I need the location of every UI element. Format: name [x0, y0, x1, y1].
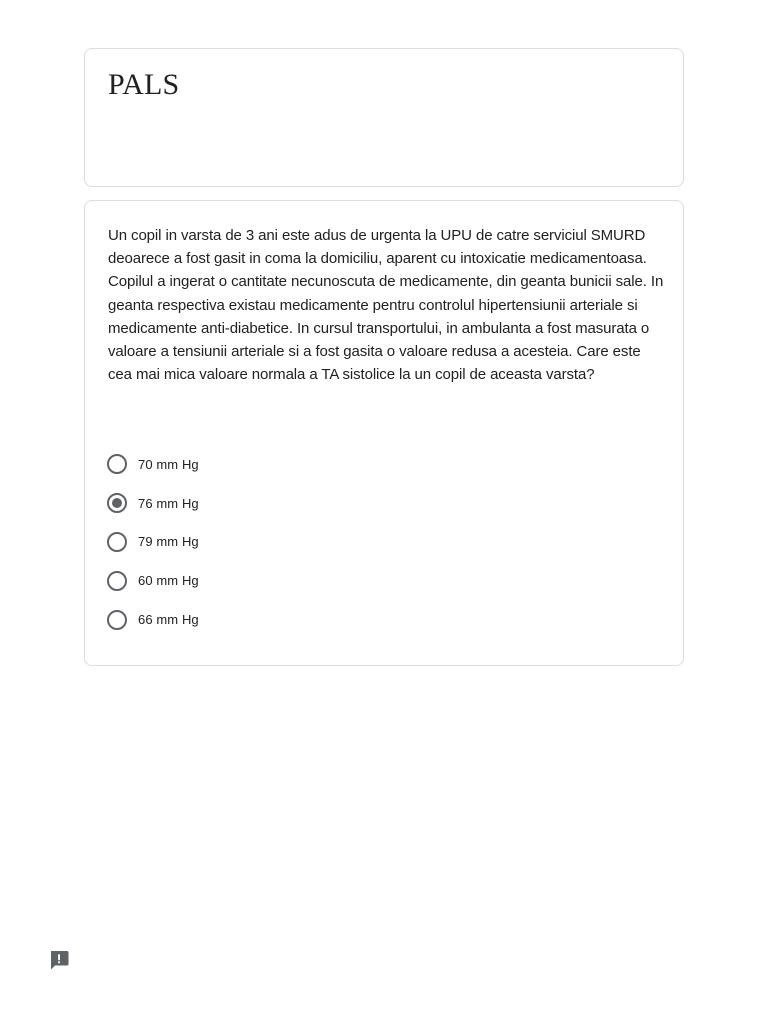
form-title-card — [84, 48, 684, 187]
radio-option[interactable] — [107, 523, 647, 562]
radio-button[interactable] — [107, 571, 127, 591]
radio-button[interactable] — [107, 532, 127, 552]
radio-button[interactable] — [107, 610, 127, 630]
radio-option[interactable] — [107, 484, 647, 523]
radio-option[interactable] — [107, 561, 647, 600]
question-card — [84, 200, 684, 666]
radio-option-label: 66 mm Hg — [138, 612, 199, 628]
report-problem-icon-glyph — [48, 949, 70, 971]
radio-option[interactable] — [107, 600, 647, 639]
radio-option-label: 60 mm Hg — [138, 573, 199, 589]
question-text: Un copil in varsta de 3 ani este adus de urgenta la UPU de catre serviciul SMURD deoarece a fost gasit in coma la domiciliu, aparent cu intoxicatie medicamentoasa. Copilul a ingerat o cantitate necunoscuta de medicamente, din geanta bunicii sale. In geanta respectiva existau medicamente pentru controlul hipertensiunii arteriale si medicamente anti-diabetice. In cursul transportului, in ambulanta a fost masurata o valoare a tensiunii arteriale si a fost gasita o valoare redusa a acesteia. Care este cea mai mica valoare normala a TA sistolice la un copil de aceasta varsta? — [108, 227, 664, 384]
report-problem-icon[interactable] — [48, 949, 70, 971]
radio-group — [107, 445, 647, 639]
radio-option[interactable] — [107, 445, 647, 484]
radio-button[interactable] — [107, 493, 127, 513]
radio-option-label: 79 mm Hg — [138, 534, 199, 550]
form-title: PALS — [108, 68, 180, 101]
radio-option-label: 70 mm Hg — [138, 456, 199, 472]
radio-option-label: 76 mm Hg — [138, 495, 199, 511]
radio-button[interactable] — [107, 454, 127, 474]
